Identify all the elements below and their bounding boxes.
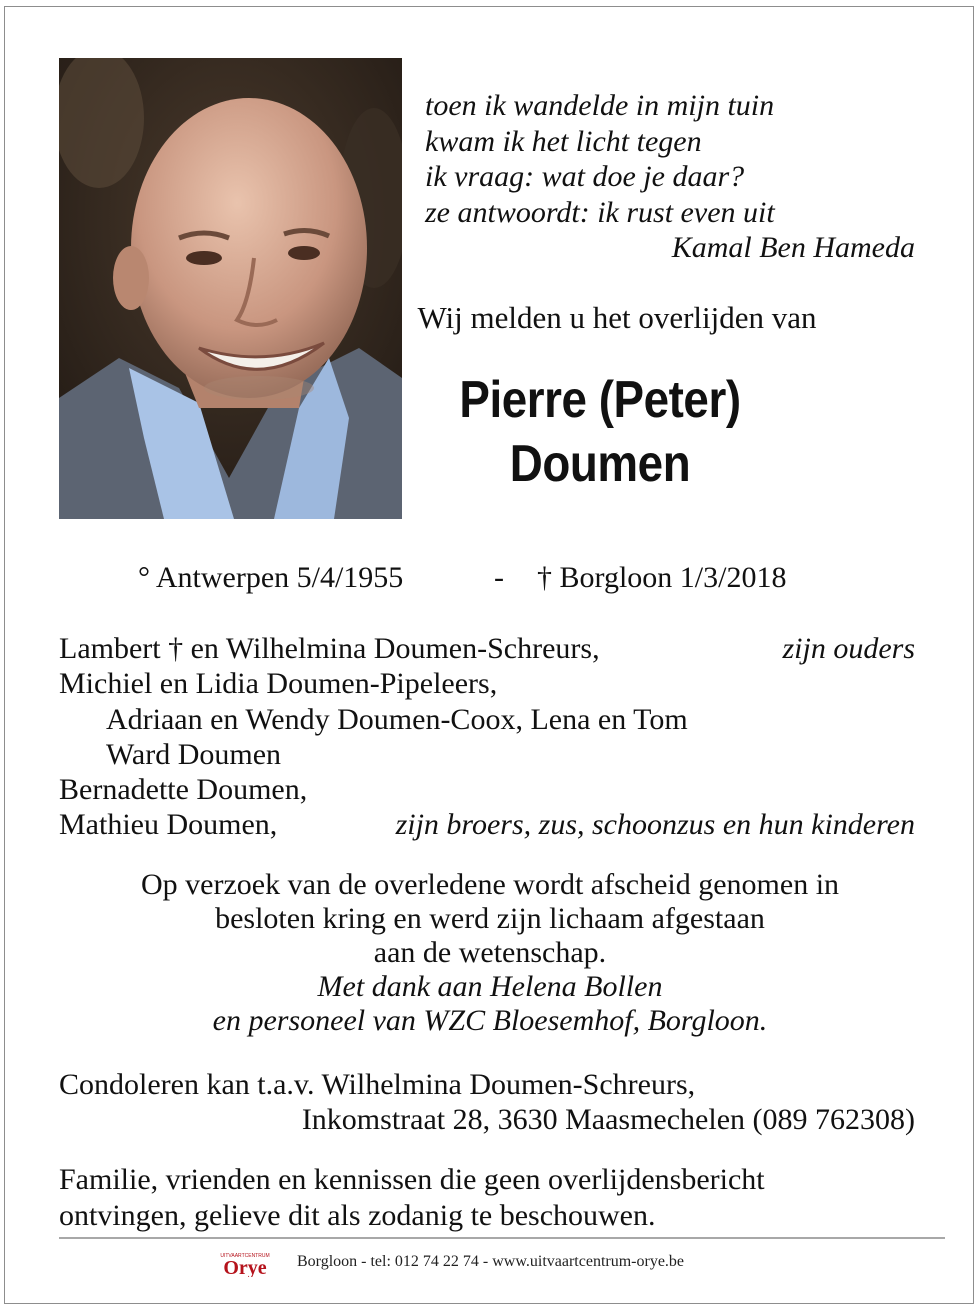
- thanks-line: en personeel van WZC Bloesemhof, Borgloon.: [212, 1004, 768, 1037]
- family-names: Lambert † en Wilhelmina Doumen-Schreurs,: [59, 632, 600, 665]
- portrait-illustration: [59, 58, 402, 519]
- announcement: Wij melden u het overlijden van: [417, 300, 817, 335]
- family-row: [59, 772, 915, 807]
- family-names: Bernadette Doumen,: [59, 773, 308, 807]
- family-names: Michiel en Lidia Doumen-Pipeleers,: [59, 667, 498, 701]
- request-line: besloten kring en werd zijn lichaam afgestaan: [215, 902, 765, 935]
- family-list: [59, 631, 915, 843]
- poem-line: ze antwoordt: ik rust even uit: [425, 195, 775, 229]
- request-line: aan de wetenschap.: [373, 936, 607, 969]
- deceased-name: [371, 368, 829, 496]
- request-line: Op verzoek van de overledene wordt afscheid genomen in: [140, 868, 840, 901]
- final-note-line2: ontvingen, gelieve dit als zodanig te beschouwen.: [59, 1199, 656, 1232]
- condolences-line1: Condoleren kan t.a.v. Wilhelmina Doumen-Schreurs,: [59, 1068, 696, 1101]
- poem-line: toen ik wandelde in mijn tuin: [425, 89, 775, 122]
- family-row: [59, 631, 915, 666]
- deceased-name-line1: Pierre (Peter): [459, 371, 741, 429]
- family-relation: zijn broers, zus, schoonzus en hun kinderen: [395, 808, 915, 842]
- poem: [425, 88, 915, 266]
- family-names: Adriaan en Wendy Doumen-Coox, Lena en Tom: [106, 702, 688, 736]
- thanks-line: Met dank aan Helena Bollen: [317, 970, 663, 1003]
- poem-author: Kamal Ben Hameda: [671, 231, 915, 264]
- birth-date: ° Antwerpen 5/4/1955: [138, 561, 404, 594]
- deceased-name-line2: Doumen: [509, 435, 691, 493]
- family-names: Mathieu Doumen,: [59, 808, 278, 842]
- poem-line: ik vraag: wat doe je daar?: [425, 160, 745, 193]
- portrait-photo: [59, 58, 402, 519]
- farewell-request: [0, 868, 980, 1038]
- family-relation: zijn ouders: [782, 632, 915, 665]
- final-note-line1: Familie, vrienden en kennissen die geen overlijdensbericht: [59, 1163, 765, 1196]
- orye-logo: [210, 1251, 280, 1277]
- family-row: [59, 666, 915, 701]
- family-row: [59, 702, 915, 737]
- final-note: [59, 1162, 929, 1234]
- orye-logo-mark: [210, 1251, 280, 1277]
- logo-small-text: UITVAARTCENTRUM: [220, 1253, 270, 1259]
- family-row: [59, 807, 915, 842]
- footer-divider: [59, 1237, 945, 1239]
- date-separator: -: [494, 561, 504, 594]
- death-date: † Borgloon 1/3/2018: [537, 561, 787, 594]
- poem-line: kwam ik het licht tegen: [425, 124, 702, 158]
- footer-contact: Borgloon - tel: 012 74 22 74 - www.uitvaartcentrum-orye.be: [297, 1253, 685, 1270]
- family-names: Ward Doumen: [106, 737, 282, 771]
- condolences-address: Inkomstraat 28, 3630 Maasmechelen (089 762308): [301, 1103, 915, 1136]
- logo-text: Orye: [223, 1257, 267, 1277]
- family-row: [59, 737, 915, 772]
- condolences: [59, 1067, 915, 1137]
